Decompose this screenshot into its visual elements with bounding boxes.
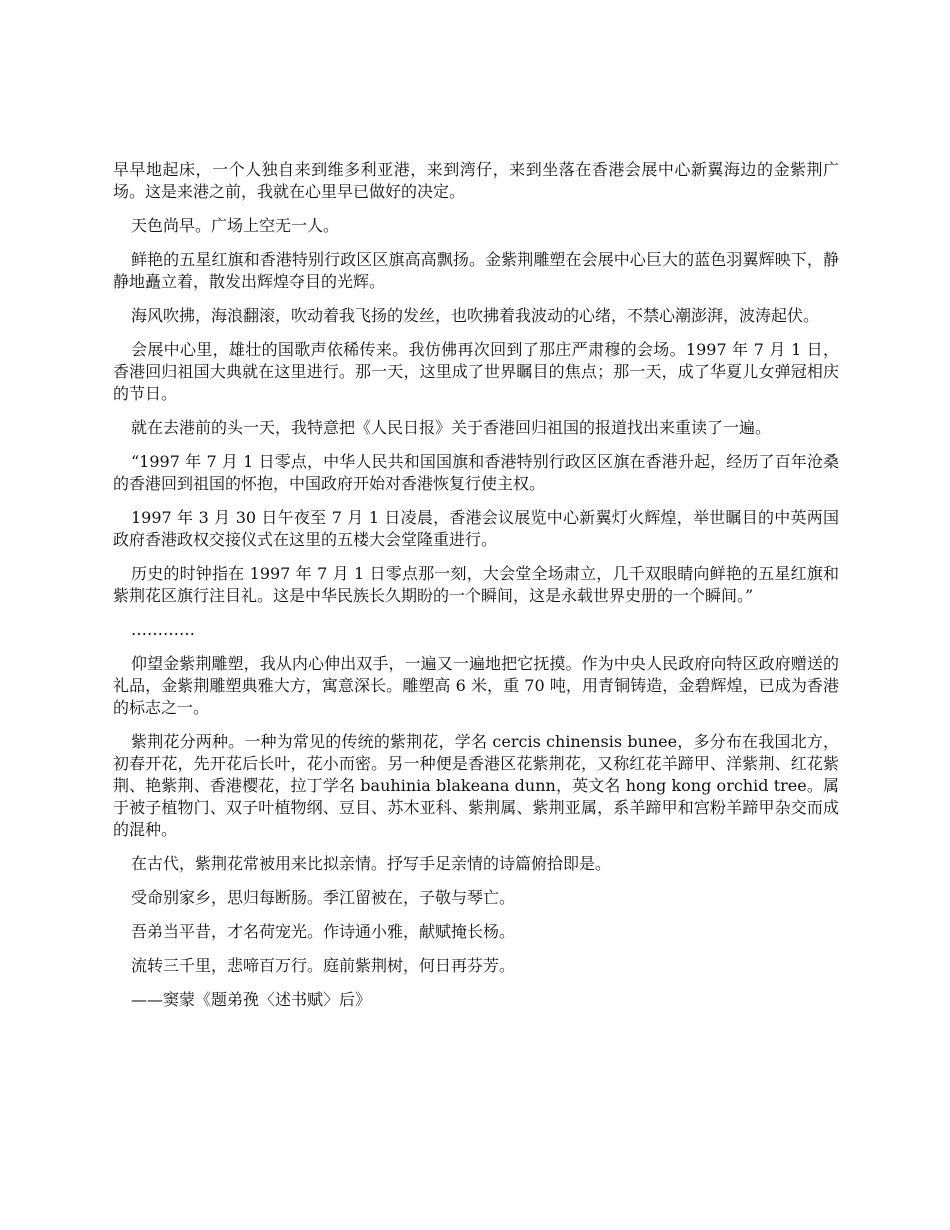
- paragraph-early-morning: 天色尚早。广场上空无一人。: [131, 216, 340, 235]
- paragraph-quote-end: 历史的时钟指在 1997 年 7 月 1 日零点那一刻，大会堂全场肃立，几千双眼睛向鲜艳的五星红旗和紫荆花区旗行注目礼。这是中华民族长久期盼的一个瞬间，这是永载世界史册的一个瞬间。”: [113, 564, 839, 605]
- paragraph-bauhinia: 紫荆花分两种。一种为常见的传统的紫荆花，学名 cercis chinensis bunee，多分布在我国北方，初春开花，先开花后长叶，花小而密。另一种便是香港区花紫荆花，又称红花羊蹄甲、洋紫荆、红花紫荆、艳紫荆、香港樱花，拉丁学名 bauhinia blakeana dunn，英文名 hong kong orchid tree。属于被子植物门、双子叶植物纲、豆目、苏木亚科、紫荆属、紫荆亚属，系羊蹄甲和宫粉羊蹄甲杂交而成的混种。: [113, 732, 839, 839]
- paragraph-kinship: 在古代，紫荆花常被用来比拟亲情。抒写手足亲情的诗篇俯拾即是。: [131, 854, 612, 873]
- article-body: [113, 159, 839, 1023]
- poem-line-1: 受命别家乡，思归每断肠。季江留被在，子敬与琴亡。: [131, 888, 516, 907]
- paragraph-flags: 鲜艳的五星红旗和香港特别行政区区旗高高飘扬。金紫荆雕塑在会展中心巨大的蓝色羽翼辉映下，静静地矗立着，散发出辉煌夺目的光辉。: [113, 250, 839, 291]
- poem-line-2: 吾弟当平昔，才名荷宠光。作诗通小雅，献赋掩长杨。: [131, 922, 516, 941]
- paragraph-sculpture: 仰望金紫荆雕塑，我从内心伸出双手，一遍又一遍地把它抚摸。作为中央人民政府向特区政府赠送的礼品，金紫荆雕塑典雅大方，寓意深长。雕塑高 6 米，重 70 吨，用青铜铸造，金碧辉煌，已成为香港的标志之一。: [113, 654, 839, 717]
- paragraph-quote-start: “1997 年 7 月 1 日零点，中华人民共和国国旗和香港特别行政区区旗在香港升起，经历了百年沧桑的香港回到祖国的怀抱，中国政府开始对香港恢复行使主权。: [113, 452, 839, 493]
- paragraph-newspaper: 就在去港前的头一天，我特意把《人民日报》关于香港回归祖国的报道找出来重读了一遍。: [131, 418, 772, 437]
- paragraph-handover: 1997 年 3 月 30 日午夜至 7 月 1 日凌晨，香港会议展览中心新翼灯火辉煌，举世瞩目的中英两国政府香港政权交接仪式在这里的五楼大会堂隆重进行。: [113, 508, 839, 549]
- paragraph-anthem: 会展中心里，雄壮的国歌声依稀传来。我仿佛再次回到了那庄严肃穆的会场。1997 年 7 月 1 日，香港回归祖国大典就在这里进行。那一天，这里成了世界瞩目的焦点；那一天，成了华夏儿女弹冠相庆的节日。: [113, 340, 839, 403]
- paragraph-arrival: 早早地起床，一个人独自来到维多利亚港，来到湾仔，来到坐落在香港会展中心新翼海边的金紫荆广场。这是来港之前，我就在心里早已做好的决定。: [113, 160, 839, 201]
- poem-attribution: ——窦蒙《题弟㝃〈述书赋〉后》: [131, 990, 372, 1009]
- poem-line-3: 流转三千里，悲啼百万行。庭前紫荆树，何日再芬芳。: [131, 956, 516, 975]
- paragraph-sea-breeze: 海风吹拂，海浪翻滚，吹动着我飞扬的发丝，也吹拂着我波动的心绪，不禁心潮澎湃，波涛起伏。: [131, 306, 820, 325]
- paragraph-ellipsis: …………: [131, 620, 195, 639]
